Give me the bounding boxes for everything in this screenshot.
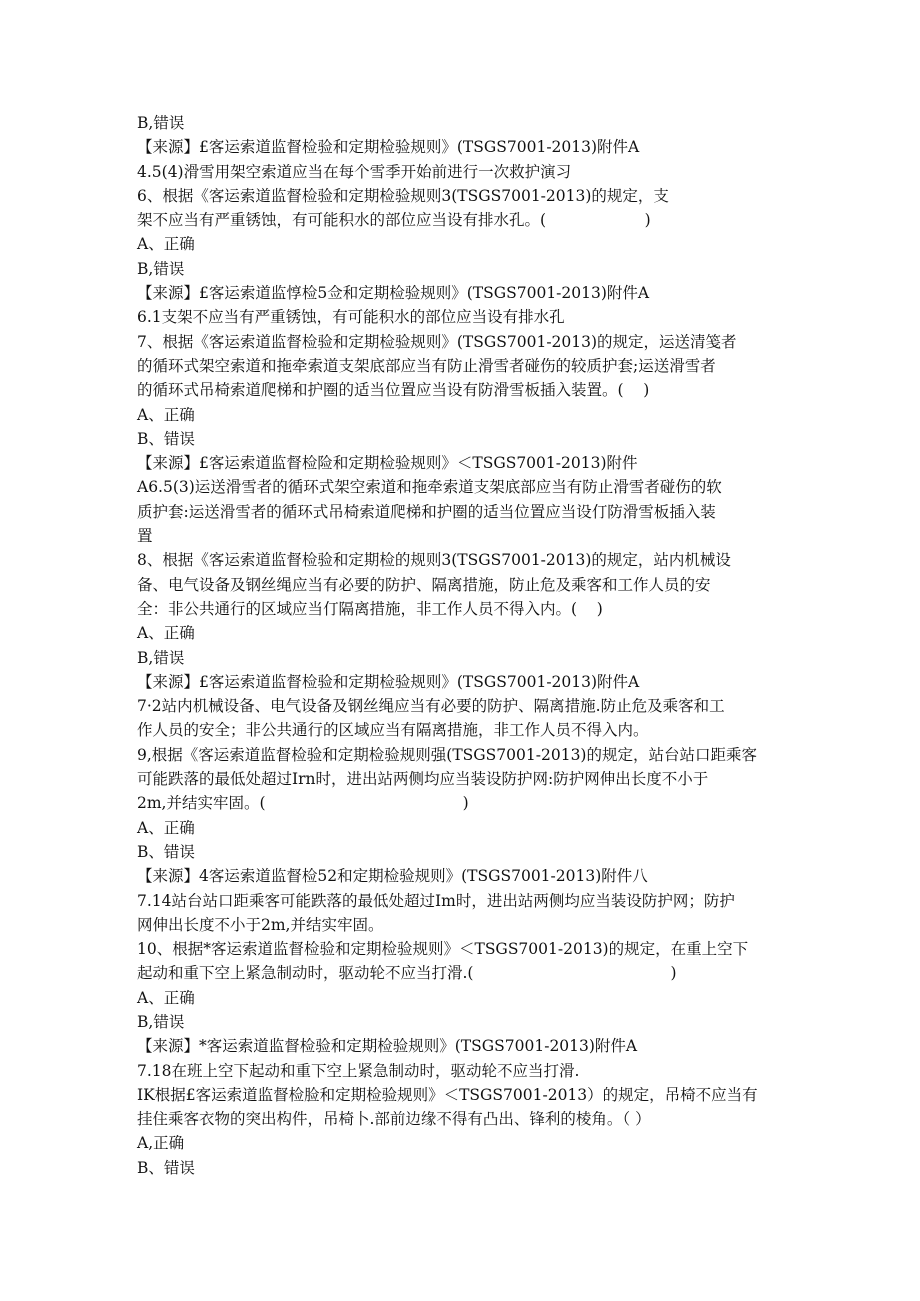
text-line: A、正确 <box>137 235 195 254</box>
text-line: 置 <box>137 527 153 546</box>
text-line: 挂住乘客衣物的突出构件，吊椅卜.部前边缘不得有凸出、锋利的棱角。（ ） <box>137 1110 651 1129</box>
text-line: 【来源】4客运索道监督检52和定期检验规则》(TSGS7001-2013)附件八 <box>137 867 648 886</box>
text-line: 7·2站内机械设备、电气设备及钢丝绳应当有必要的防护、隔离措施.防止危及乘客和工 <box>137 697 725 716</box>
text-line: 7.18在班上空下起动和重下空上紧急制动时，驱动轮不应当打滑. <box>137 1061 580 1080</box>
text-line: 的循环式吊椅索道爬梯和护圈的适当位置应当设有防滑雪板插入装置。( ) <box>137 381 650 400</box>
text-line: 架不应当有严重锈蚀，有可能积水的部位应当设有排水孔。( ) <box>137 211 651 230</box>
text-line: 10、根据*客运索道监督检验和定期检验规则》＜TSGS7001-2013)的规定，在重上空下 <box>137 940 749 959</box>
text-line: B、错误 <box>137 429 195 448</box>
text-line: 2m,并结实牢固。( ) <box>137 794 469 813</box>
text-line: IK根据£客运索道监督检脸和定期检验规则》＜TSGS7001-2013）的规定，吊椅不应当有 <box>137 1085 758 1104</box>
text-line: 可能跌落的最低处超过Irn时，进出站两侧均应当装设防护网:防护网伸出长度不小于 <box>137 770 709 789</box>
text-line: A、正确 <box>137 624 195 643</box>
text-line: B,错误 <box>137 259 185 278</box>
text-line: 8、根据《客运索道监督检验和定期检的规则3(TSGS7001-2013)的规定，站内机械设 <box>137 551 731 570</box>
text-line: 起动和重下空上紧急制动时，驱动轮不应当打滑.( ) <box>137 964 677 983</box>
text-line: 【来源】£客运索道监督检险和定期检验规则》＜TSGS7001-2013)附件 <box>137 454 638 473</box>
text-line: B、错误 <box>137 1158 195 1177</box>
text-line: B、错误 <box>137 842 195 861</box>
text-line: 【来源】*客运索道监督检验和定期检验规则》(TSGS7001-2013)附件A <box>137 1037 638 1056</box>
document-body <box>137 111 787 1180</box>
text-line: 【来源】£客运索道监惇检5佥和定期检验规则》(TSGS7001-2013)附件A <box>137 284 650 303</box>
text-line: 【来源】£客运索道监督检验和定期检验规则》(TSGS7001-2013)附件A <box>137 672 640 691</box>
text-line: A6.5(3)运送滑雪者的循环式架空索道和拖牵索道支架底部应当有防止滑雪者碰伤的软 <box>137 478 722 497</box>
text-line: 9,根据《客运索道监督检验和定期检验规则强(TSGS7001-2013)的规定，站台站口距乘客 <box>137 745 757 764</box>
text-line: A、正确 <box>137 988 195 1007</box>
text-line: 质护套:运送滑雪者的循环式吊椅索道爬梯和护圈的适当位置应当设仃防滑雪板插入装 <box>137 502 716 521</box>
text-line: 6、根据《客运索道监督检验和定期检验规则3(TSGS7001-2013)的规定，支 <box>137 186 669 205</box>
text-line: B,错误 <box>137 1012 185 1031</box>
text-line: A、正确 <box>137 818 195 837</box>
text-line: 【来源】£客运索道监督检验和定期检验规则》(TSGS7001-2013)附件A <box>137 138 640 157</box>
text-line: 7.14站台站口距乘客可能跌落的最低处超过Im时，进出站两侧均应当装设防护网；防护 <box>137 891 735 910</box>
text-line: A、正确 <box>137 405 195 424</box>
text-line: B,错误 <box>137 648 185 667</box>
text-line: B,错误 <box>137 114 185 132</box>
text-line: 的循环式架空索道和拖牵索道支架底部应当有防止滑雪者碰伤的较质护套;运送滑雪者 <box>137 356 716 375</box>
text-line: 作人员的安全；非公共通行的区域应当有隔离措施，非工作人员不得入内。 <box>137 721 649 740</box>
text-line: 4.5(4)滑雪用架空索道应当在每个雪季开始前进行一次救护演习 <box>137 162 572 181</box>
text-line: 备、电气设备及钢丝绳应当有必要的防护、隔离措施，防止危及乘客和工作人员的安 <box>137 575 711 594</box>
text-line: 6.1支架不应当有严重锈蚀，有可能积水的部位应当设有排水孔 <box>137 308 565 327</box>
text-line: 网伸出长度不小于2m,并结实牢固。 <box>137 915 384 934</box>
text-line: 全：非公共通行的区域应当仃隔离措施，非工作人员不得入内。( ) <box>137 599 603 618</box>
text-line: A,正确 <box>137 1134 185 1153</box>
text-line: 7、根据《客运索道监督检验和定期检验规则》(TSGS7001-2013)的规定，运送清笺者 <box>137 332 737 351</box>
